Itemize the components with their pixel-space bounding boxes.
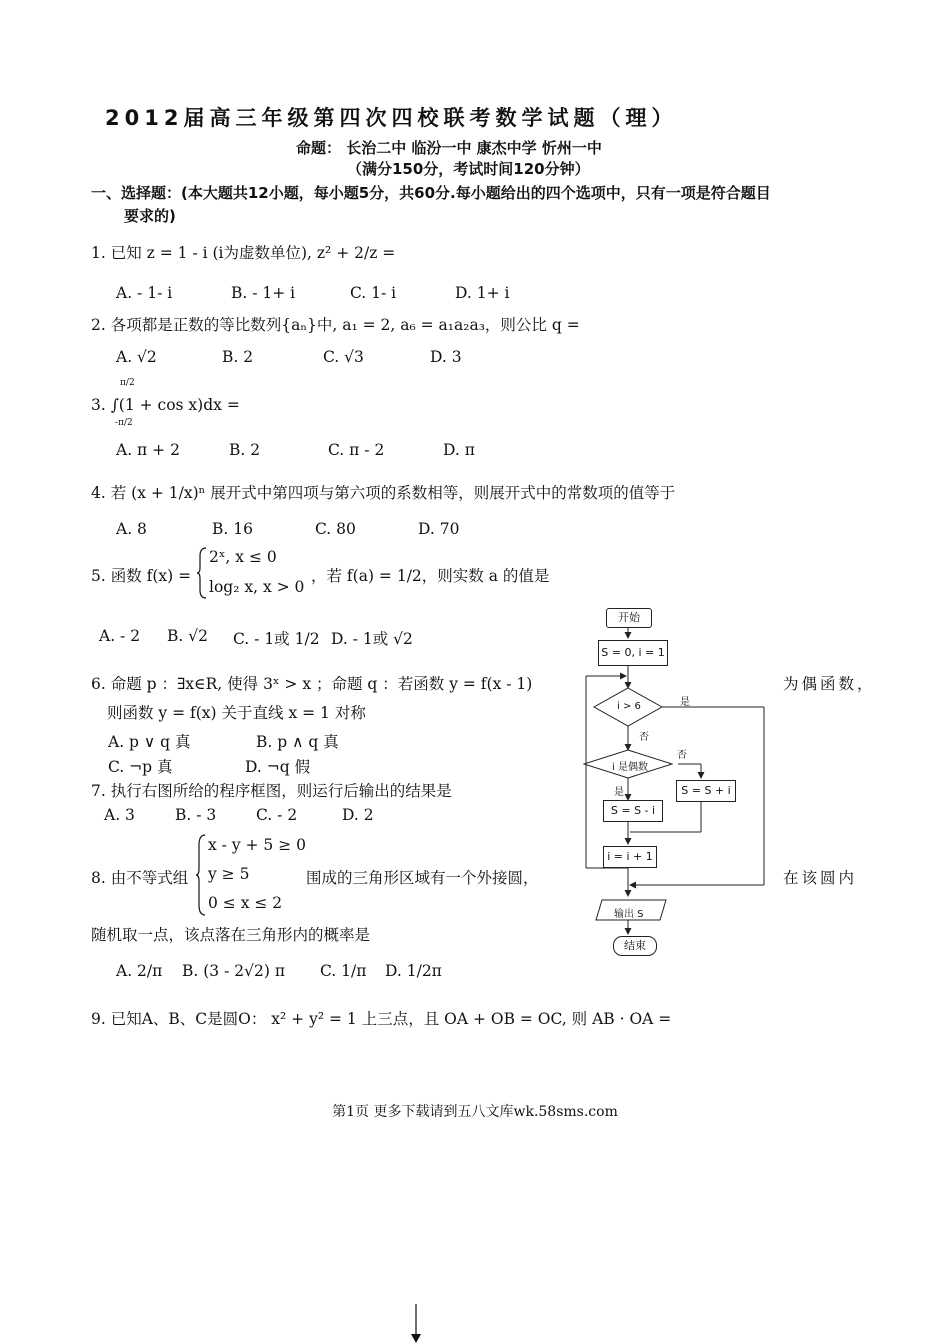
q8-stem-a: 8. 由不等式组 bbox=[91, 869, 189, 887]
flowchart-add: S = S + i bbox=[676, 780, 736, 802]
q8-option-b: B. (3 - 2√2) π bbox=[182, 962, 286, 980]
q7-option-a: A. 3 bbox=[104, 806, 135, 824]
section-heading-cont: 要求的) bbox=[124, 207, 176, 225]
q8-stem-tail: 在该圆内 bbox=[783, 869, 858, 887]
q9-stem: 9. 已知A、B、C是圆O： x² + y² = 1 上三点，且 OA + OB = OC, 则 AB · OA = bbox=[91, 1010, 672, 1028]
q8-ineq3: 0 ≤ x ≤ 2 bbox=[208, 894, 283, 912]
flowchart-init: S = 0, i = 1 bbox=[598, 640, 668, 666]
q2-option-b: B. 2 bbox=[222, 348, 254, 366]
q3-option-d: D. π bbox=[443, 441, 475, 459]
q3-option-c: C. π - 2 bbox=[328, 441, 385, 459]
q8-ineq2: y ≥ 5 bbox=[208, 865, 250, 883]
q5-brace bbox=[196, 546, 208, 600]
q1-option-c: C. 1- i bbox=[350, 284, 397, 302]
q2-stem: 2. 各项都是正数的等比数列{aₙ}中, a₁ = 2, a₆ = a₁a₂a₃，则公比 q = bbox=[91, 316, 580, 334]
q7-stem: 7. 执行右图所给的程序框图，则运行后输出的结果是 bbox=[91, 782, 452, 800]
q5-option-b: B. √2 bbox=[167, 627, 208, 645]
q5-option-a: A. - 2 bbox=[99, 627, 141, 645]
q1-option-a: A. - 1- i bbox=[116, 284, 173, 302]
page-footer: 第1页 更多下载请到五八文库wk.58sms.com bbox=[332, 1104, 618, 1120]
q7-option-b: B. - 3 bbox=[175, 806, 217, 824]
q4-option-d: D. 70 bbox=[418, 520, 460, 538]
exam-title: 2012届高三年级第四次四校联考数学试题（理） bbox=[105, 106, 678, 130]
q8-stem-b: 围成的三角形区域有一个外接圆， bbox=[306, 869, 539, 887]
q8-brace bbox=[195, 833, 207, 917]
q6-option-a: A. p ∨ q 真 bbox=[108, 733, 191, 751]
q3-option-a: A. π + 2 bbox=[116, 441, 180, 459]
q2-option-a: A. √2 bbox=[116, 348, 157, 366]
q6-line1: 6. 命题 p ：∃x∈R, 使得 3ˣ > x ；命题 q ：若函数 y = f(x - 1) bbox=[91, 675, 533, 693]
q5-case2: log₂ x, x > 0 bbox=[209, 578, 305, 596]
q7-option-d: D. 2 bbox=[342, 806, 374, 824]
q3-option-b: B. 2 bbox=[229, 441, 261, 459]
q2-option-d: D. 3 bbox=[430, 348, 462, 366]
q6-option-c: C. ¬p 真 bbox=[108, 758, 173, 776]
q1-option-d: D. 1+ i bbox=[455, 284, 510, 302]
q3-upper-limit: π/2 bbox=[120, 378, 135, 388]
q5-option-c: C. - 1或 1/2 bbox=[233, 630, 320, 648]
flowchart-subtract: S = S - i bbox=[603, 800, 663, 822]
flowchart-cond1: i > 6 bbox=[617, 701, 641, 712]
q8-ineq1: x - y + 5 ≥ 0 bbox=[208, 836, 306, 854]
q4-option-c: C. 80 bbox=[315, 520, 356, 538]
q4-option-a: A. 8 bbox=[116, 520, 147, 538]
exam-info: （满分150分，考试时间120分钟） bbox=[347, 160, 590, 178]
flowchart-start: 开始 bbox=[606, 608, 652, 628]
q7-option-c: C. - 2 bbox=[256, 806, 298, 824]
q3-stem: 3. ∫(1 + cos x)dx = bbox=[91, 396, 240, 414]
q2-option-c: C. √3 bbox=[323, 348, 364, 366]
q5-stem-a: 5. 函数 f(x) = bbox=[91, 567, 192, 585]
section-heading: 一、选择题：(本大题共12小题，每小题5分，共60分.每小题给出的四个选项中，只有一项是符合题目 bbox=[91, 184, 771, 202]
q3-lower-limit: -π/2 bbox=[115, 418, 133, 428]
flowchart-no-1: 否 bbox=[639, 732, 649, 743]
q8-stem-c: 随机取一点，该点落在三角形内的概率是 bbox=[91, 926, 371, 944]
q6-option-b: B. p ∧ q 真 bbox=[256, 733, 339, 751]
flowchart-end: 结束 bbox=[613, 936, 657, 956]
q4-option-b: B. 16 bbox=[212, 520, 253, 538]
flowchart-cond2: i 是偶数 bbox=[612, 762, 648, 773]
q6-line2: 则函数 y = f(x) 关于直线 x = 1 对称 bbox=[107, 704, 366, 722]
q6-option-d: D. ¬q 假 bbox=[245, 758, 311, 776]
flowchart-output: 输出 S bbox=[614, 909, 644, 920]
q1-option-b: B. - 1+ i bbox=[231, 284, 296, 302]
flowchart-yes-2: 是 bbox=[614, 787, 624, 798]
down-arrow-icon bbox=[409, 1304, 423, 1344]
setters-line: 命题： 长治二中 临汾一中 康杰中学 忻州一中 bbox=[296, 139, 602, 157]
q5-stem-b: ，若 f(a) = 1/2，则实数 a 的值是 bbox=[311, 567, 550, 585]
flowchart-yes-1: 是 bbox=[680, 697, 690, 708]
q8-option-a: A. 2/π bbox=[116, 962, 163, 980]
q1-stem: 1. 已知 z = 1 - i (i为虚数单位), z² + 2/z = bbox=[91, 244, 396, 262]
q5-option-d: D. - 1或 √2 bbox=[331, 630, 413, 648]
q5-case1: 2ˣ, x ≤ 0 bbox=[209, 548, 277, 566]
q8-option-c: C. 1/π bbox=[320, 962, 367, 980]
flowchart-no-2: 否 bbox=[677, 750, 687, 761]
flowchart-increment: i = i + 1 bbox=[603, 846, 657, 868]
q6-line1-tail: 为偶函数， bbox=[783, 675, 876, 693]
q4-stem: 4. 若 (x + 1/x)ⁿ 展开式中第四项与第六项的系数相等，则展开式中的常数项的值等于 bbox=[91, 484, 676, 502]
q8-option-d: D. 1/2π bbox=[385, 962, 442, 980]
